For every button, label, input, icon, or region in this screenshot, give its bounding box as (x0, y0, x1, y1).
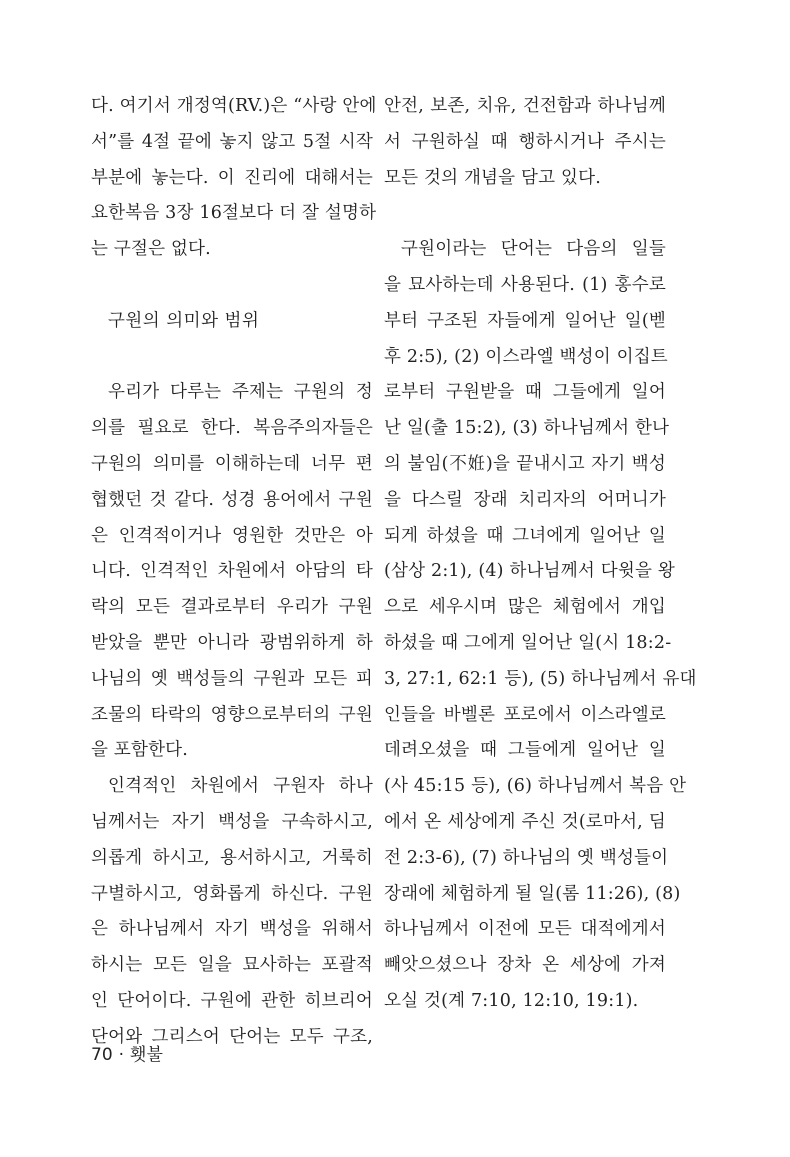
text-line: 조물의 타락의 영향으로부터의 구원 (91, 704, 373, 725)
page-footer (91, 1040, 163, 1065)
left-column (91, 89, 377, 1056)
text-line: 모든 것의 개념을 담고 있다. (384, 167, 601, 188)
text-line: 받았을 뿐만 아니라 광범위하게 하 (91, 632, 373, 653)
text-line: 되게 하셨을 때 그녀에게 일어난 일 (384, 525, 666, 546)
text-line: 인들을 바벨론 포로에서 이스라엘로 (384, 704, 666, 725)
text-line: 구별하시고, 영화롭게 하신다. 구원 (91, 883, 373, 904)
text-line: 에서 온 세상에게 주신 것(로마서, 딤 (384, 811, 666, 832)
text-line: 을 묘사하는데 사용된다. (1) 홍수로 (384, 274, 666, 295)
text-line: (사 45:15 등), (6) 하나님께서 복음 안 (384, 776, 687, 797)
right-column (384, 89, 697, 1020)
text-line: 3, 27:1, 62:1 등), (5) 하나님께서 유대 (384, 668, 697, 689)
text-line: 을 다스릴 장래 치리자의 어머니가 (384, 489, 666, 510)
text-line: 은 하나님께서 자기 백성을 위해서 (91, 919, 373, 940)
section-heading: 구원의 의미와 범위 (108, 310, 260, 331)
text-line: 부분에 놓는다. 이 진리에 대해서는 (91, 167, 373, 188)
text-line: 후 2:5), (2) 이스라엘 백성이 이집트 (384, 346, 668, 367)
text-line: 서”를 4절 끝에 놓지 않고 5절 시작 (91, 131, 373, 152)
text-line: 데려오셨을 때 그들에게 일어난 일 (384, 740, 666, 761)
spacer (384, 196, 666, 232)
text-line: (삼상 2:1), (4) 하나님께서 다윗을 왕 (384, 561, 675, 582)
text-line: 구원이라는 단어는 다음의 일들 (401, 239, 666, 260)
text-line: 우리가 다루는 주제는 구원의 정 (108, 382, 373, 403)
text-line: 협했던 것 같다. 성경 용어에서 구원 (91, 489, 373, 510)
text-line: 안전, 보존, 치유, 건전함과 하나님께 (384, 96, 666, 116)
text-line: 빼앗으셨으나 장차 온 세상에 가져 (384, 955, 666, 976)
text-line: 님께서는 자기 백성을 구속하시고, (91, 811, 373, 832)
text-line: 서 구원하실 때 행하시거나 주시는 (384, 131, 666, 152)
publication-name: 횃불 (130, 1045, 163, 1065)
text-line: 하셨을 때 그에게 일어난 일(시 18:2- (384, 632, 672, 653)
text-line: 나님의 옛 백성들의 구원과 모든 피 (91, 668, 373, 689)
text-line: 인 단어이다. 구원에 관한 히브리어 (91, 990, 373, 1011)
spacer (91, 268, 373, 304)
text-line: 의를 필요로 한다. 복음주의자들은 (91, 418, 373, 439)
text-line: 로부터 구원받을 때 그들에게 일어 (384, 382, 666, 403)
paragraph-rv-note (91, 89, 377, 268)
paragraph-meaning-of-salvation (91, 375, 373, 1055)
text-line: 구원의 의미를 이해하는데 너무 편 (91, 453, 373, 474)
text-line: 다. 여기서 개정역(RV.)은 “사랑 안에 (91, 96, 377, 116)
text-line: 하나님께서 이전에 모든 대적에게서 (384, 919, 666, 940)
text-line: 으로 세우시며 많은 체험에서 개입 (384, 597, 666, 618)
text-line: 의롭게 하시고, 용서하시고, 거룩히 (91, 847, 373, 868)
text-line: 는 구절은 없다. (91, 239, 211, 260)
page-number: 70 (91, 1045, 113, 1065)
text-line: 전 2:3-6), (7) 하나님의 옛 백성들이 (384, 847, 669, 868)
text-line: 락의 모든 결과로부터 우리가 구원 (91, 597, 373, 618)
spacer (91, 340, 373, 376)
text-line: 인격적인 차원에서 구원자 하나 (108, 776, 373, 797)
text-line: 하시는 모든 일을 묘사하는 포괄적 (91, 955, 373, 976)
paragraph-concepts (384, 89, 666, 196)
text-line: 난 일(출 15:2), (3) 하나님께서 한나 (384, 418, 670, 439)
footer-separator: · (118, 1045, 125, 1065)
text-line: 의 불임(不姙)을 끝내시고 자기 백성 (384, 453, 666, 474)
text-line: 니다. 인격적인 차원에서 아담의 타 (91, 561, 373, 582)
paragraph-uses-of-salvation (384, 232, 697, 1020)
text-line: 단어와 그리스어 단어는 모두 구조, (91, 1026, 373, 1047)
text-line: 부터 구조된 자들에게 일어난 일(벧 (384, 310, 666, 331)
text-line: 장래에 체험하게 될 일(롬 11:26), (8) (384, 883, 681, 904)
text-line: 은 인격적이거나 영원한 것만은 아 (91, 525, 373, 546)
text-line: 오실 것(계 7:10, 12:10, 19:1). (384, 990, 639, 1011)
text-line: 을 포함한다. (91, 740, 189, 761)
text-line: 요한복음 3장 16절보다 더 잘 설명하 (91, 203, 377, 224)
